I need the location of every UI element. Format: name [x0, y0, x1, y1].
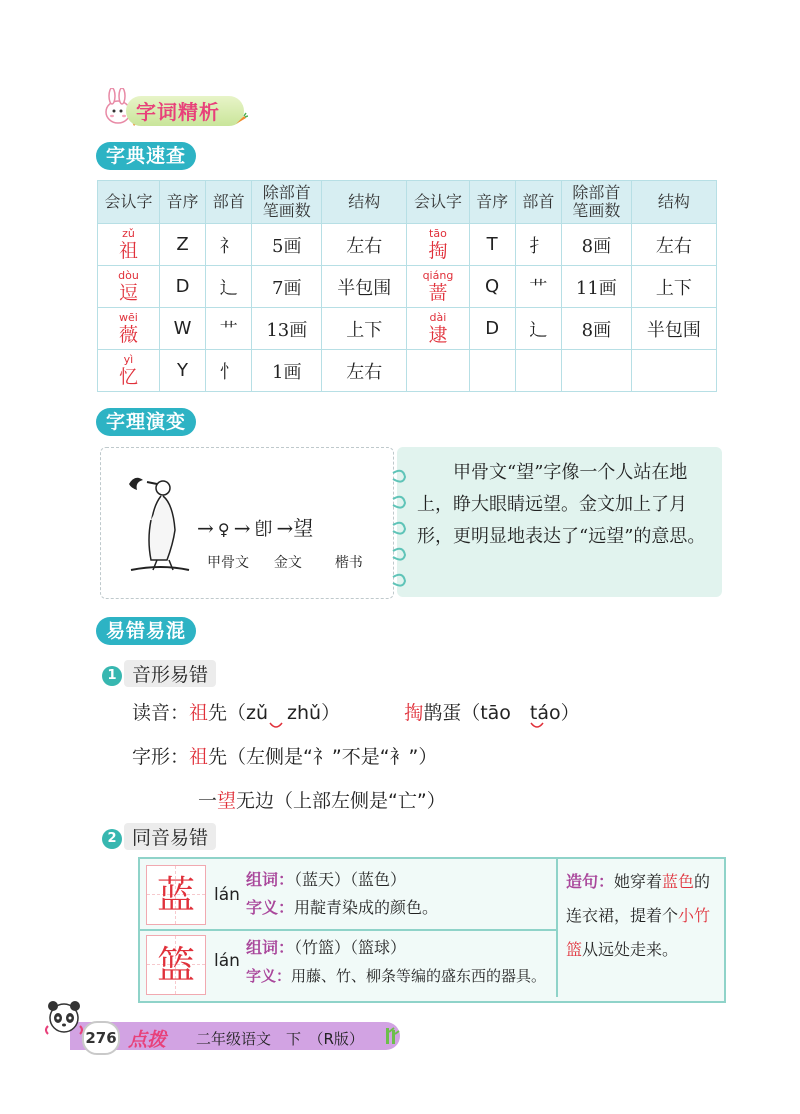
subsection-title-1: 1 音形易错 — [102, 660, 216, 686]
table-cell — [469, 350, 515, 392]
table-cell: 辶 — [515, 308, 561, 350]
panda-mascot-icon — [42, 996, 86, 1036]
table-header: 会认字 — [98, 181, 160, 224]
table-row — [98, 224, 717, 266]
table-row — [98, 266, 717, 308]
table-cell: 半包围 — [631, 308, 716, 350]
evolution-labels: 甲骨文 金文 楷书 — [207, 555, 363, 571]
table-header: 部首 — [515, 181, 561, 224]
example-sentence: 造句：她穿着蓝色的连衣裙，提着个小竹篮从远处走来。 — [566, 872, 711, 959]
table-cell: 礻 — [206, 224, 252, 266]
table-header-row — [98, 181, 717, 224]
table-row — [98, 350, 717, 392]
evolution-description-box — [397, 447, 722, 597]
page-number: 276 — [82, 1021, 120, 1055]
table-cell-char — [407, 350, 469, 392]
char-grid: 篮 — [146, 935, 206, 995]
homophone-meaning: 字义：用藤、竹、柳条等编的盛东西的器具。 — [246, 967, 547, 985]
table-cell-char: tāo 掏 — [407, 224, 469, 266]
table-cell-char: dòu 逗 — [98, 266, 160, 308]
check-mark-icon — [530, 722, 544, 730]
homophone-words: 组词：（蓝天）（蓝色） — [246, 870, 407, 889]
shape-line-2: 一望无边（上部左侧是“亡”） — [198, 790, 446, 812]
brand-logo: 点拨 — [128, 1029, 167, 1051]
table-row — [98, 308, 717, 350]
table-cell-char: wēi 薇 — [98, 308, 160, 350]
pinyin-label: lán — [214, 951, 240, 971]
divider — [556, 859, 558, 997]
section-banner — [100, 88, 248, 128]
homophone-words: 组词：（竹篮）（篮球） — [246, 938, 407, 957]
table-cell: T — [469, 224, 515, 266]
table-header: 会认字 — [407, 181, 469, 224]
table-cell-char: yì 忆 — [98, 350, 160, 392]
table-cell: Z — [159, 224, 205, 266]
table-cell: 左右 — [631, 224, 716, 266]
table-cell: W — [159, 308, 205, 350]
table-cell: 7画 — [252, 266, 322, 308]
tag-dictionary: 字典速查 — [96, 142, 196, 170]
table-cell: 左右 — [322, 224, 407, 266]
table-cell: 上下 — [631, 266, 716, 308]
table-header: 结构 — [631, 181, 716, 224]
pinyin-label: lán — [214, 885, 240, 905]
bamboo-icon — [382, 1026, 400, 1046]
evolution-chain: → ♀ → 卽 →望 — [197, 516, 314, 540]
table-cell-char: dài 逮 — [407, 308, 469, 350]
number-badge: 2 — [102, 829, 122, 849]
table-cell-char: zǔ 祖 — [98, 224, 160, 266]
table-cell: 上下 — [322, 308, 407, 350]
table-cell: D — [469, 308, 515, 350]
table-header: 除部首 笔画数 — [252, 181, 322, 224]
evolution-description: 甲骨文“望”字像一个人站在地上，睁大眼睛远望。金文加上了月形，更明显地表达了“远望”的意思。 — [417, 462, 706, 547]
table-header: 部首 — [206, 181, 252, 224]
table-cell: 扌 — [515, 224, 561, 266]
table-cell: 半包围 — [322, 266, 407, 308]
table-cell: 艹 — [515, 266, 561, 308]
table-cell: 1画 — [252, 350, 322, 392]
table-cell: 5画 — [252, 224, 322, 266]
homophone-meaning: 字义：用靛青染成的颜色。 — [246, 898, 439, 917]
reading-line: 读音：祖先（zǔ zhǔ） 掏鹊蛋（tāo táo） — [132, 702, 580, 724]
table-cell: 忄 — [206, 350, 252, 392]
dictionary-table — [97, 180, 717, 392]
table-cell: Q — [469, 266, 515, 308]
check-mark-icon — [269, 722, 283, 730]
table-cell — [561, 350, 631, 392]
table-cell — [631, 350, 716, 392]
table-cell: 11画 — [561, 266, 631, 308]
table-cell — [515, 350, 561, 392]
table-cell: 辶 — [206, 266, 252, 308]
table-header: 结构 — [322, 181, 407, 224]
person-gazing-illustration — [123, 470, 193, 574]
number-badge: 1 — [102, 666, 122, 686]
binder-loops-icon — [389, 467, 409, 587]
tag-confusion: 易错易混 — [96, 617, 196, 645]
table-cell: 艹 — [206, 308, 252, 350]
book-title: 二年级语文 下 （R版） — [196, 1030, 364, 1048]
table-header: 除部首 笔画数 — [561, 181, 631, 224]
table-header: 音序 — [469, 181, 515, 224]
table-header: 音序 — [159, 181, 205, 224]
table-cell: 13画 — [252, 308, 322, 350]
tag-evolution: 字理演变 — [96, 408, 196, 436]
carrot-icon — [234, 112, 248, 126]
evolution-diagram — [100, 447, 394, 599]
table-cell: D — [159, 266, 205, 308]
shape-line-1: 字形：祖先（左侧是“礻”不是“衤”） — [132, 746, 438, 768]
section-title: 字词精析 — [136, 100, 220, 124]
char-grid: 蓝 — [146, 865, 206, 925]
table-cell: 8画 — [561, 308, 631, 350]
subsection-title-2: 2 同音易错 — [102, 823, 216, 849]
table-cell: 8画 — [561, 224, 631, 266]
table-cell: Y — [159, 350, 205, 392]
divider — [140, 929, 556, 931]
table-cell: 左右 — [322, 350, 407, 392]
table-cell-char: qiáng 蔷 — [407, 266, 469, 308]
homophone-box — [138, 857, 726, 1003]
